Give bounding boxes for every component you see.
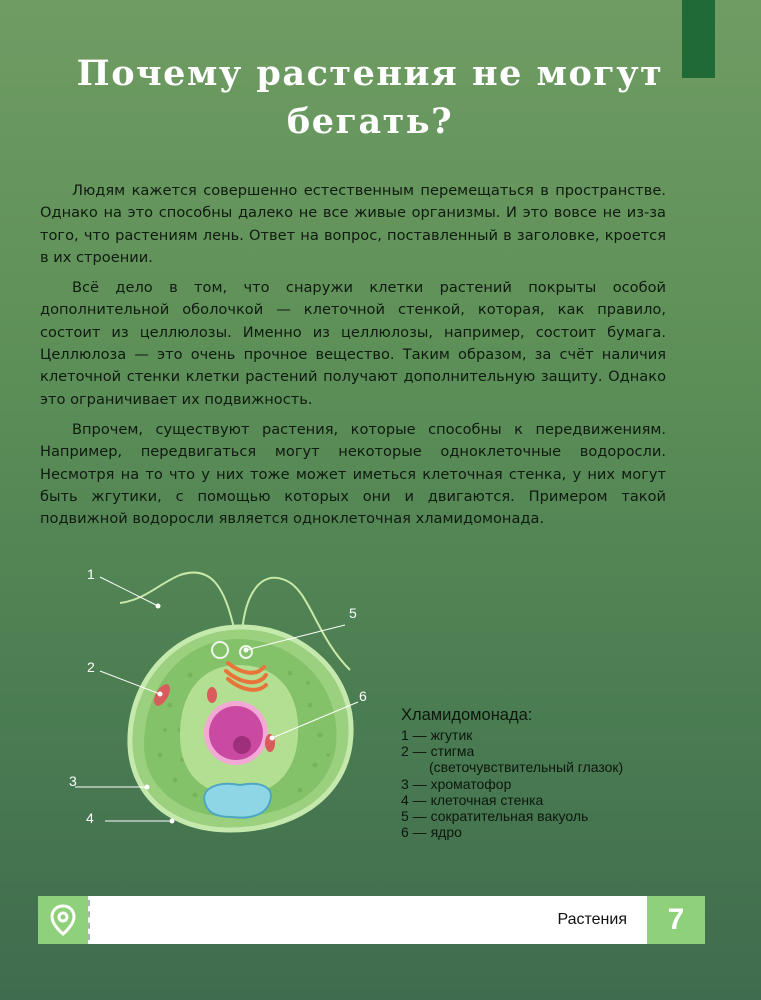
label-4: 4 (86, 810, 94, 826)
paragraph: Людям кажется совершенно естественным перемещаться в пространстве. Однако на это способны далеко не все живые организмы. И это вовсе не из-за того, что растениям лень. Ответ на вопрос, поставленный в заголовке, кроется в их строении. (40, 182, 666, 266)
chlamydomonas-illustration (60, 555, 400, 845)
legend-title: Хламидомонада: (401, 706, 533, 724)
footer-divider (88, 900, 90, 940)
pyrenoid (204, 784, 271, 818)
legend-item: 4 — клеточная стенка (401, 791, 544, 808)
paragraph: Всё дело в том, что снаружи клетки растений покрыты особой дополнительной оболочкой — клеточной стенкой, которая, как правило, состоит из целлюлозы. Именно из целлюлозы, например, состоит бумага. Целлюлоза — это очень прочное вещество. Таким образом, за счёт наличия клеточной стенки клетки растений получают дополнительную защиту. Однако это ограничивает их подвижность. (40, 279, 666, 408)
label-3: 3 (69, 773, 77, 789)
legend-item: 2 — стигма (401, 743, 475, 760)
nucleolus (233, 736, 251, 754)
paragraph: Впрочем, существуют растения, которые способны к передвижениям. Например, передвигаться могут некоторые одноклеточные водоросли. Несмотря на то что у них тоже может иметься клеточная стенка, у них могут быть жгутики, с помощью которых они и двигаются. Примером такой подвижной водоросли является одноклеточная хламидомонада. (40, 420, 666, 528)
label-1: 1 (87, 566, 95, 582)
nucleus-inner (209, 706, 263, 760)
label-5: 5 (349, 605, 357, 621)
label-2: 2 (87, 659, 95, 675)
flagellum-left (120, 572, 235, 633)
legend-item: 1 — жгутик (401, 727, 473, 743)
footer-icon-block (38, 896, 88, 944)
page-footer (38, 896, 705, 944)
map-pin-icon (38, 896, 88, 944)
figure-legend (401, 706, 701, 840)
cell-diagram (60, 555, 400, 845)
page-number: 7 (647, 896, 705, 944)
label-6: 6 (359, 688, 367, 704)
organelle-small (207, 687, 217, 703)
legend-item: 5 — сократительная вакуоль (401, 808, 589, 825)
legend-item: (светочувствительный глазок) (429, 759, 624, 776)
bookmark-ribbon (682, 0, 715, 78)
legend-item: 3 — хроматофор (401, 775, 512, 792)
page-title: Почему растения не могут бегать? (76, 53, 664, 142)
article-body (40, 180, 666, 538)
legend-item: 6 — ядро (401, 824, 462, 841)
section-name: Растения (557, 911, 627, 928)
